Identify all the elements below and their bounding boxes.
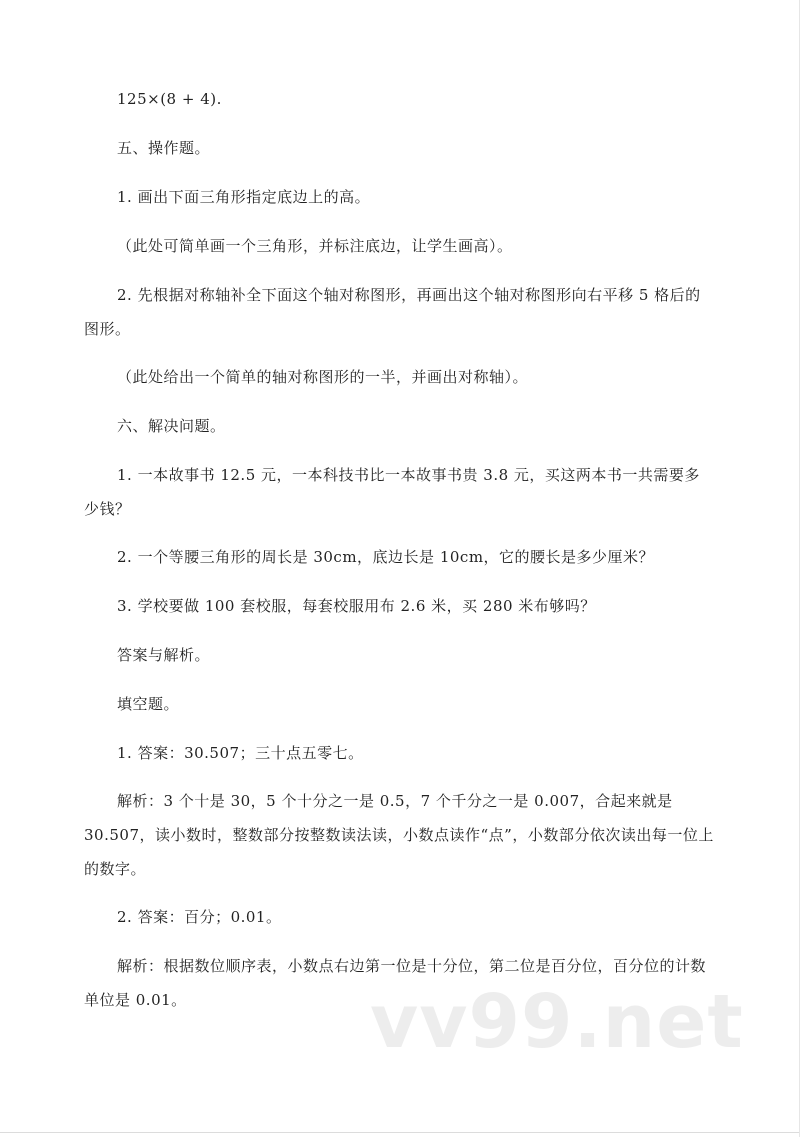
section-heading-operation: 五、操作题。 bbox=[117, 139, 211, 157]
section-heading-problems: 六、解决问题。 bbox=[117, 417, 226, 435]
answers-subheading-fill: 填空题。 bbox=[117, 695, 180, 713]
section-heading-answers: 答案与解析。 bbox=[117, 646, 211, 664]
explanation-2: 解析：根据数位顺序表，小数点右边第一位是十分位，第二位是百分位，百分位的计数单位是 0.01。 bbox=[84, 957, 707, 1009]
page-bottom-rule bbox=[0, 1132, 799, 1133]
question-problem-1: 1. 一本故事书 12.5 元，一本科技书比一本故事书贵 3.8 元，买这两本书一共需要多少钱？ bbox=[84, 466, 700, 518]
note-operation-2: （此处给出一个简单的轴对称图形的一半，并画出对称轴）。 bbox=[117, 368, 529, 386]
document-body bbox=[84, 82, 714, 1017]
question-operation-1: 1. 画出下面三角形指定底边上的高。 bbox=[117, 188, 371, 206]
question-problem-3: 3. 学校要做 100 套校服，每套校服用布 2.6 米，买 280 米布够吗？ bbox=[117, 597, 596, 615]
answer-1: 1. 答案：30.507；三十点五零七。 bbox=[117, 744, 364, 762]
paragraph-expression: 125×(8 + 4). bbox=[117, 90, 222, 108]
watermark: vv99.net bbox=[370, 979, 744, 1065]
explanation-1: 解析：3 个十是 30，5 个十分之一是 0.5，7 个千分之一是 0.007，合起来就是 30.507，读小数时，整数部分按整数读法读，小数点读作“点”，小数部分依次读出每一位上的数字。 bbox=[84, 792, 714, 878]
question-operation-2: 2. 先根据对称轴补全下面这个轴对称图形，再画出这个轴对称图形向右平移 5 格后的图形。 bbox=[84, 286, 701, 338]
note-operation-1: （此处可简单画一个三角形，并标注底边，让学生画高）。 bbox=[117, 237, 513, 255]
question-problem-2: 2. 一个等腰三角形的周长是 30cm，底边长是 10cm，它的腰长是多少厘米？ bbox=[117, 548, 655, 566]
answer-2: 2. 答案：百分；0.01。 bbox=[117, 908, 282, 926]
